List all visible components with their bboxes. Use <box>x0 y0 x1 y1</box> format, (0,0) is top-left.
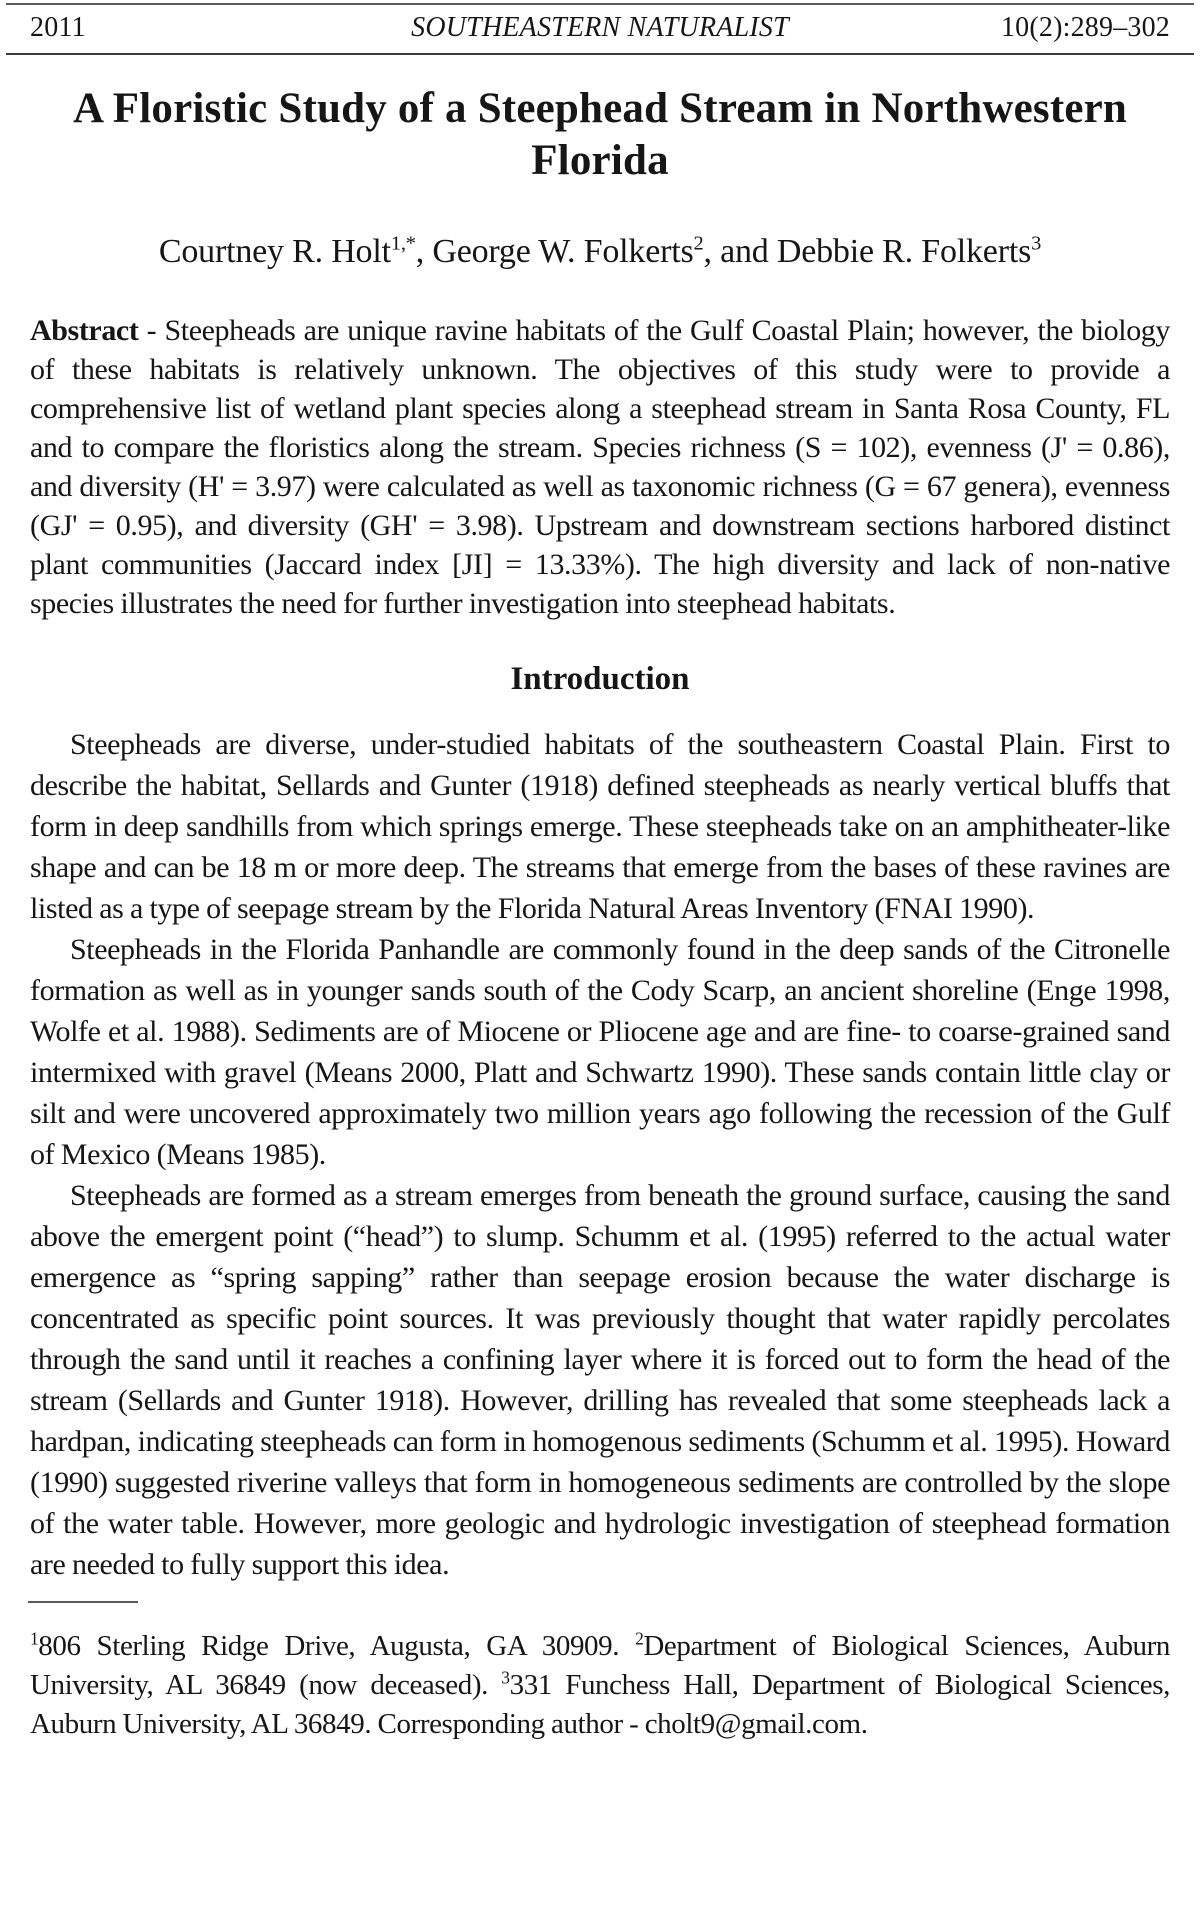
footnote-rule <box>28 1601 138 1603</box>
section-heading-introduction: Introduction <box>510 661 690 697</box>
running-head-citation: 10(2):289–302 <box>1000 12 1170 43</box>
introduction-paragraph-2: Steepheads in the Florida Panhandle are commonly found in the deep sands of the Citronelle formation as well as in younger sands south of the Cody Scarp, an ancient shoreline (Enge 1998, Wolfe et al. 1988). Sediments are of Miocene or Pliocene age and are fine- to coarse-grained sand intermixed with gravel (Means 2000, Platt and Schwartz 1990). These sands contain little clay or silt and were uncovered approximately two million years ago following the recession of the Gulf of Mexico (Means 1985). <box>30 933 1170 1171</box>
running-head-year: 2011 <box>30 12 86 43</box>
running-head <box>0 5 1200 53</box>
article-title: A Floristic Study of a Steephead Stream in Northwestern Florida <box>72 85 1128 184</box>
header-rule <box>6 53 1194 55</box>
introduction-paragraph-1: Steepheads are diverse, under-studied habitats of the southeastern Coastal Plain. First to describe the habitat, Sellards and Gunter (1918) defined steepheads as nearly vertical bluffs that form in deep sandhills from which springs emerge. These steepheads take on an amphitheater-like shape and can be 18 m or more deep. The streams that emerge from the bases of these ravines are listed as a type of seepage stream by the Florida Natural Areas Inventory (FNAI 1990). <box>30 728 1170 925</box>
running-head-journal-title: SOUTHEASTERN NATURALIST <box>411 12 789 43</box>
footnote-paragraph: $^1$806 Sterling Ridge Drive, Augusta, GA 30909. $^2$Department of Biological Sciences, Auburn University, AL 36849 (now deceased). $^3$331 Funchess Hall, Department of Biological Sciences, Auburn University, AL 36849. Corresponding author - cholt9@gmail.com. <box>30 1628 1170 1740</box>
abstract-paragraph: Abstract - Steepheads are unique ravine habitats of the Gulf Coastal Plain; however, the biology of these habitats is relatively unknown. The objectives of this study were to provide a comprehensive list of wetland plant species along a steephead stream in Santa Rosa County, FL and to compare the floristics along the stream. Species richness (S = 102), evenness (J' = 0.86), and diversity (H' = 3.97) were calculated as well as taxonomic richness (G = 67 genera), evenness (GJ' = 0.95), and diversity (GH' = 3.98). Upstream and downstream sections harbored distinct plant communities (Jaccard index [JI] = 13.33%). The high diversity and lack of non-native species illustrates the need for further investigation into steephead habitats. <box>30 314 1170 620</box>
author-line: Courtney R. Holt$^{1,*}$, George W. Folkerts$^2$, and Debbie R. Folkerts$^3$ <box>158 232 1042 270</box>
introduction-paragraph-3: Steepheads are formed as a stream emerges from beneath the ground surface, causing the sand above the emergent point (“head”) to slump. Schumm et al. (1995) referred to the actual water emergence as “spring sapping” rather than seepage erosion because the water discharge is concentrated as specific point sources. It was previously thought that water rapidly percolates through the sand until it reaches a confining layer where it is forced out to form the head of the stream (Sellards and Gunter 1918). However, drilling has revealed that some steepheads lack a hardpan, indicating steepheads can form in homogenous sediments (Schumm et al. 1995). Howard (1990) suggested riverine valleys that form in homogeneous sediments are controlled by the slope of the water table. However, more geologic and hydrologic investigation of steephead formation are needed to fully support this idea. <box>30 1179 1170 1581</box>
